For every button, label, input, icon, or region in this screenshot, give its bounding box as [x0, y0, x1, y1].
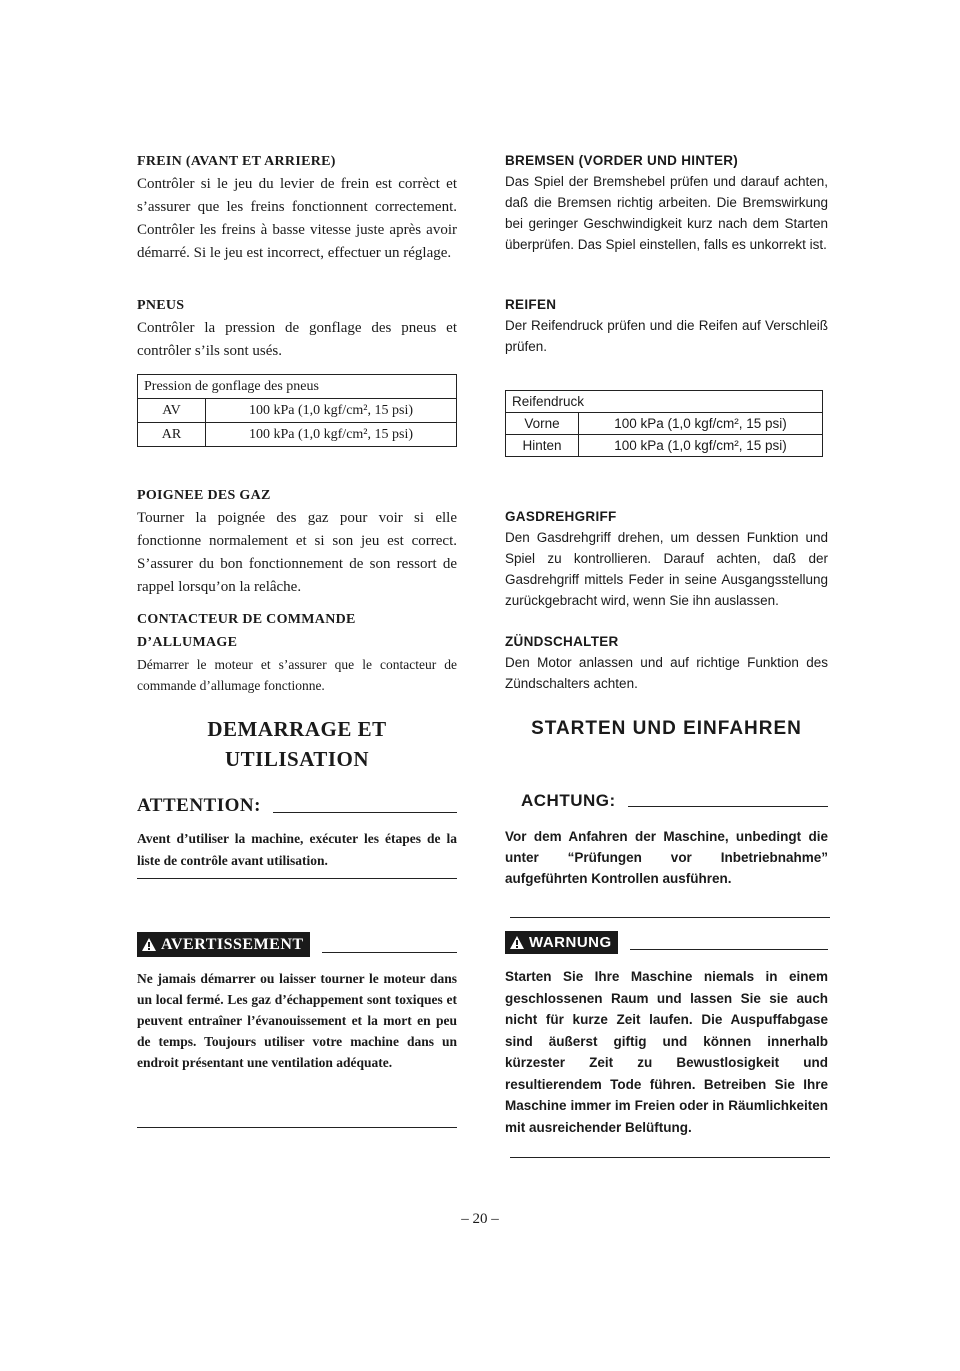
- table-header-row: [138, 375, 457, 399]
- section-title-de: STARTEN UND EINFAHREN: [531, 718, 802, 739]
- table-header-row: [506, 391, 823, 413]
- achtung-bottom-rule: [510, 917, 830, 918]
- attention-box: [137, 828, 457, 872]
- avertissement-row: [137, 932, 457, 957]
- section-title-line1: DEMARRAGE ET: [207, 717, 387, 741]
- contacteur-heading-line1: CONTACTEUR DE COMMANDE: [137, 612, 356, 627]
- avertissement-body: Ne jamais démarrer ou laisser tourner le moteur dans un local fermé. Les gaz d’échappement sont toxiques et peuvent entraîner l’évanouissement et la mort en peu de temps. Toujours utiliser votre machine dans un endroit présentant une ventilation adéquate.: [137, 971, 457, 1070]
- warning-triangle-icon: [509, 935, 525, 950]
- zuendschalter-section: [505, 631, 828, 694]
- achtung-label: ACHTUNG:: [521, 791, 616, 810]
- reifen-heading: REIFEN: [505, 297, 557, 312]
- poignee-body: Tourner la poignée des gaz pour voir si elle fonctionne normalement et si son jeu est correct. S’assurer du bon fonctionnement de son ressort de rappel lorsqu’on la relâche.: [137, 510, 457, 595]
- frein-body: Contrôler si le jeu du levier de frein est corrèct et s’assurer que les freins fonctionnent correctement. Contrôler les freins à basse vitesse juste après avoir démarré. Si le jeu est incorrect, effectuer un réglage.: [137, 176, 457, 261]
- avertissement-label: AVERTISSEMENT: [161, 936, 304, 953]
- warnung-rule: [630, 949, 828, 950]
- reifen-body: Der Reifendruck prüfen und die Reifen auf Verschleiß prüfen.: [505, 318, 828, 354]
- bremsen-section: [505, 150, 828, 255]
- contacteur-heading-line2: D’ALLUMAGE: [137, 635, 238, 650]
- table-header: Reifendruck: [506, 391, 823, 413]
- attention-rule: [273, 812, 457, 813]
- table-cell-value: 100 kPa (1,0 kgf/cm², 15 psi): [579, 435, 823, 457]
- avertissement-box: [137, 968, 457, 1073]
- table-row: [138, 399, 457, 423]
- table-cell-value: 100 kPa (1,0 kgf/cm², 15 psi): [579, 413, 823, 435]
- table-header: Pression de gonflage des pneus: [138, 375, 457, 399]
- table-row: [506, 435, 823, 457]
- frein-section: [137, 150, 457, 265]
- gasdrehgriff-heading: GASDREHGRIFF: [505, 509, 617, 524]
- attention-label: ATTENTION:: [137, 795, 261, 816]
- table-row: [506, 413, 823, 435]
- table-cell-label: Hinten: [506, 435, 579, 457]
- warnung-row: [505, 931, 828, 954]
- reifen-pressure-table: [505, 390, 823, 457]
- bremsen-body: Das Spiel der Bremshebel prüfen und darauf achten, daß die Bremsen richtig arbeiten. Die Bremswirkung bei geringer Geschwindigkeit kurz nach dem Starten überprüfen. Das Spiel einstellen, falls es unkorrekt ist.: [505, 174, 828, 252]
- reifen-section: [505, 294, 828, 357]
- table-cell-value: 100 kPa (1,0 kgf/cm², 15 psi): [206, 423, 457, 447]
- zuendschalter-heading: ZÜNDSCHALTER: [505, 634, 619, 649]
- table-cell-label: AR: [138, 423, 206, 447]
- poignee-heading: POIGNEE DES GAZ: [137, 488, 271, 503]
- gasdrehgriff-body: Den Gasdrehgriff drehen, um dessen Funktion und Spiel zu kontrollieren. Darauf achten, daß der Gasdrehgriff mittels Feder in seine Ausgangsstellung zurückgebracht wird, wenn Sie ihn auslassen.: [505, 530, 828, 608]
- table-cell-label: Vorne: [506, 413, 579, 435]
- achtung-row: [505, 790, 828, 811]
- warnung-badge: [505, 931, 618, 954]
- bremsen-heading: BREMSEN (VORDER UND HINTER): [505, 153, 739, 168]
- achtung-rule: [628, 806, 828, 807]
- frein-heading: FREIN (AVANT ET ARRIERE): [137, 154, 336, 169]
- warnung-body: Starten Sie Ihre Maschine niemals in einem geschlossenen Raum und lassen Sie sie auch nicht für kurze Zeit laufen. Die Auspuffabgase sind äußerst giftig und können innerhalb kürzester Zeit zu Bewustlosigkeit und resultierendem Tode führen. Betreiben Sie Ihre Maschine immer im Freien oder in Räumlichkeiten mit ausreichender Belüftung.: [505, 969, 828, 1135]
- contacteur-section: [137, 608, 457, 696]
- avertissement-badge: [137, 932, 310, 957]
- pneus-body: Contrôler la pression de gonflage des pneus et contrôler s’ils sont usés.: [137, 320, 457, 359]
- warnung-box: [505, 966, 828, 1138]
- table-row: [138, 423, 457, 447]
- pneus-section: [137, 294, 457, 363]
- contacteur-body: Démarrer le moteur et s’assurer que le contacteur de commande d’allumage fonctionne.: [137, 657, 457, 693]
- pneus-heading: PNEUS: [137, 298, 185, 313]
- attention-body: Avent d’utiliser la machine, exécuter les étapes de la liste de contrôle avant utilisation.: [137, 831, 457, 868]
- table-cell-value: 100 kPa (1,0 kgf/cm², 15 psi): [206, 399, 457, 423]
- pneus-pressure-table: [137, 374, 457, 447]
- table-cell-label: AV: [138, 399, 206, 423]
- warnung-bottom-rule: [510, 1157, 830, 1158]
- avertissement-rule: [322, 952, 457, 953]
- warning-triangle-icon: [141, 937, 157, 952]
- section-title-line2: UTILISATION: [225, 747, 369, 771]
- zuendschalter-body: Den Motor anlassen und auf richtige Funktion des Zündschalters achten.: [505, 655, 828, 691]
- gasdrehgriff-section: [505, 506, 828, 611]
- poignee-section: [137, 484, 457, 599]
- achtung-body: Vor dem Anfahren der Maschine, unbedingt die unter “Prüfungen vor Inbetriebnahme” aufgeführten Kontrollen ausführen.: [505, 829, 828, 886]
- avertissement-bottom-rule: [137, 1127, 457, 1128]
- page-number: – 20 –: [461, 1211, 499, 1227]
- attention-bottom-rule: [137, 878, 457, 879]
- achtung-box: [505, 826, 828, 889]
- attention-row: [137, 794, 457, 817]
- warnung-label: WARNUNG: [529, 934, 612, 951]
- section-title-fr: [137, 714, 457, 774]
